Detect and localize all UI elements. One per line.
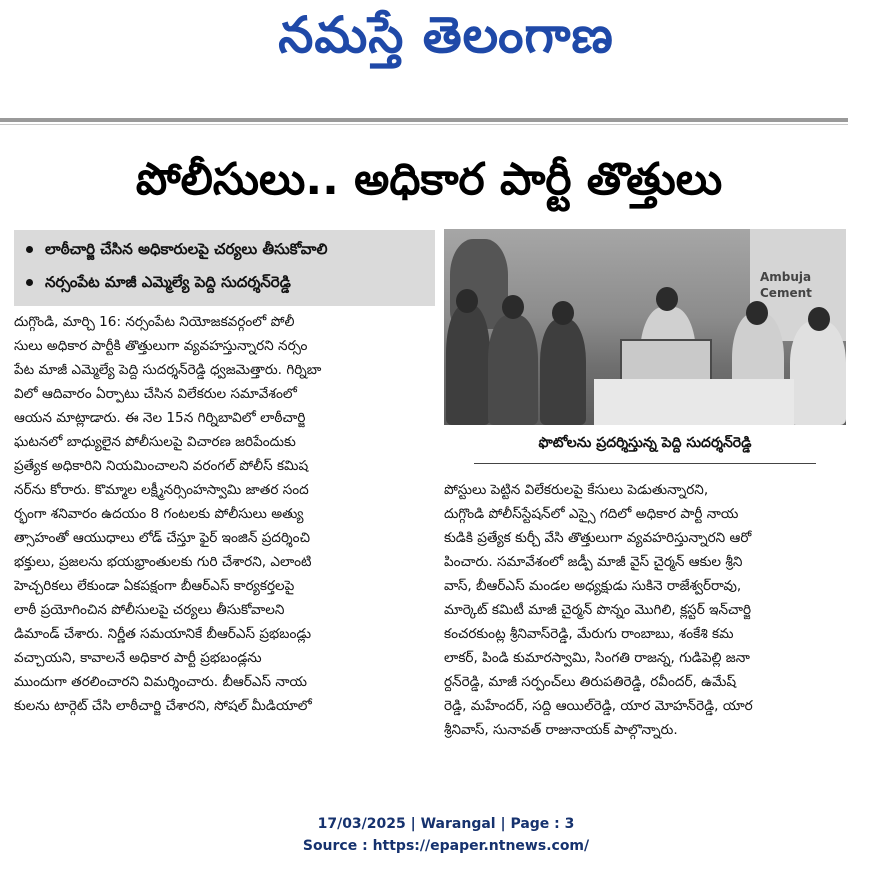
footer-date-edition: 17/03/2025 | Warangal | Page : 3 xyxy=(317,816,575,832)
newspaper-logo: నమస్తే తెలంగాణ xyxy=(278,6,614,64)
masthead-divider xyxy=(0,118,848,122)
article-line: దుగ్గొండి, మార్చి 16: నర్సంపేట నియోజకవర్గంలో పోలీ xyxy=(14,314,295,330)
article-line: నర్‌ను కోరారు. కొమ్మాల లక్ష్మీనర్సింహస్వామి జాతర సంద xyxy=(14,482,309,498)
article-line: శ్రీనివాస్, సునావత్ రాజునాయక్ పాల్గొన్నారు. xyxy=(444,722,678,738)
subheadline-text: లాఠీచార్జి చేసిన అధికారులపై చర్యలు తీసుకోవాలి xyxy=(45,240,328,258)
photo-banner-text: Ambuja Cement xyxy=(760,270,812,300)
article-line: ర్దన్‌రెడ్డి, మాజీ సర్పంచ్‌లు తిరుపతిరెడ్డి, రవీందర్, ఉమేష్ xyxy=(444,674,737,690)
subheadline-bullet xyxy=(26,240,328,262)
article-line: పేట మాజీ ఎమ్మెల్యే పెద్ది సుదర్శన్‌రెడ్డి ధ్వజమెత్తారు. గిర్నిబా xyxy=(14,362,322,378)
article-line: సులు అధికార పార్టీకి తొత్తులుగా వ్యవహస్తున్నారని నర్సం xyxy=(14,338,308,354)
article-headline: పోలీసులు.. అధికార పార్టీ తొత్తులు xyxy=(135,154,723,205)
article-line: హెచ్చరికలు లేకుండా ఏకపక్షంగా బీఆర్‌ఎస్ కార్యకర్తలపై xyxy=(14,578,295,594)
article-line: కంచరకుంట్ల శ్రీనివాస్‌రెడ్డి, మేరుగు రాంబాబు, శంకేశి కమ xyxy=(444,626,734,642)
masthead xyxy=(0,0,892,100)
photo-caption: ఫొటోలను ప్రదర్శిస్తున్న పెద్ది సుదర్శన్‌రెడ్డి xyxy=(538,435,752,451)
photo-person xyxy=(446,305,490,425)
article-line: ఘటనలో బాధ్యులైన పోలీసులపై విచారణ జరిపేందుకు xyxy=(14,434,296,450)
article-body-left-column xyxy=(14,310,438,718)
article-line: రెడ్డి, మహేందర్, సద్ది ఆయిల్‌రెడ్డి, యార మోహన్‌రెడ్డి, యార xyxy=(444,698,753,714)
subheadline-box xyxy=(14,230,435,306)
article-line: వచ్చాయని, కావాలనే అధికార పార్టీ ప్రభబండ్లను xyxy=(14,650,262,666)
photo-person xyxy=(540,319,586,425)
caption-divider xyxy=(474,463,816,464)
subheadline-text: నర్సంపేట మాజీ ఎమ్మెల్యే పెద్ది సుదర్శన్‌రెడ్డి xyxy=(45,273,291,291)
subheadline-bullet xyxy=(26,273,291,295)
photo-person xyxy=(790,321,846,425)
article-line: డిమాండ్ చేశారు. నిర్ణీత సమయానికే బీఆర్‌ఎస్ ప్రభబండ్లు xyxy=(14,626,312,642)
bullet-dot-icon xyxy=(26,246,33,253)
photo-person-head xyxy=(552,301,574,325)
photo-person-head xyxy=(746,301,768,325)
photo-person xyxy=(488,315,538,425)
article-line: ముందుగా తరలించారని విమర్శించారు. బీఆర్‌ఎస్ నాయ xyxy=(14,674,307,690)
photo-person-head xyxy=(456,289,478,313)
photo-table xyxy=(594,379,794,425)
photo-person-head xyxy=(656,287,678,311)
article-line: విలో ఆదివారం ఏర్పాటు చేసిన విలేకరుల సమావేశంలో xyxy=(14,386,297,402)
article-line: లాఠీ ప్రయోగించిన పోలీసులపై చర్యలు తీసుకోవాలని xyxy=(14,602,285,618)
bullet-dot-icon xyxy=(26,279,33,286)
photo-caption-box xyxy=(444,427,846,467)
article-line: భక్తులు, ప్రజలను భయభ్రాంతులకు గురి చేశారని, ఎలాంటి xyxy=(14,554,312,570)
article-line: పించారు. సమావేశంలో జడ్పీ మాజీ వైస్ చైర్మన్ ఆకుల శ్రీని xyxy=(444,554,743,570)
photo-person-head xyxy=(502,295,524,319)
article-line: త్సాహంతో ఆయుధాలు లోడ్ చేస్తూ ఫైర్ ఇంజిన్ ప్రదర్శించి xyxy=(14,530,310,546)
article-line: ఆయన మాట్లాడారు. ఈ నెల 15న గిర్నిబావిలో లాఠీచార్జి xyxy=(14,410,306,426)
masthead-divider-thin xyxy=(0,124,848,125)
article-line: ర్భంగా శనివారం ఉదయం 8 గంటలకు పోలీసులు అత్యు xyxy=(14,506,304,522)
article-line: మార్కెట్ కమిటీ మాజీ చైర్మన్ పొన్నం మొగిలి, క్లస్టర్ ఇన్‌చార్జి xyxy=(444,602,752,618)
photo-person-head xyxy=(808,307,830,331)
article-line: వాస్, బీఆర్‌ఎస్ మండల అధ్యక్షుడు సుకినె రాజేశ్వర్‌రావు, xyxy=(444,578,742,594)
article-body-right-column xyxy=(444,478,846,742)
article-line: దుగ్గొండి పోలీస్‌స్టేషన్‌లో ఎస్సై గదిలో అధికార పార్టీ నాయ xyxy=(444,506,739,522)
article-line: ప్రత్యేక అధికారిని నియమించాలని వరంగల్ పోలీస్ కమిష xyxy=(14,458,309,474)
news-photo xyxy=(444,229,846,425)
footer-source-link[interactable]: Source : https://epaper.ntnews.com/ xyxy=(302,838,590,854)
article-line: లాకర్, పిండి కుమారస్వామి, సింగతి రాజన్న, గుడిపెల్లి జనా xyxy=(444,650,750,666)
article-line: కుడికి ప్రత్యేక కుర్చీ వేసి తొత్తులుగా వ్యవహరిస్తున్నారని ఆరో xyxy=(444,530,752,546)
article-line: పోస్టులు పెట్టిన విలేకరులపై కేసులు పెడుతున్నారని, xyxy=(444,482,709,498)
article-line: కులను టార్గెట్ చేసి లాఠీచార్జి చేశారని, సోషల్ మీడియాలో xyxy=(14,698,312,714)
